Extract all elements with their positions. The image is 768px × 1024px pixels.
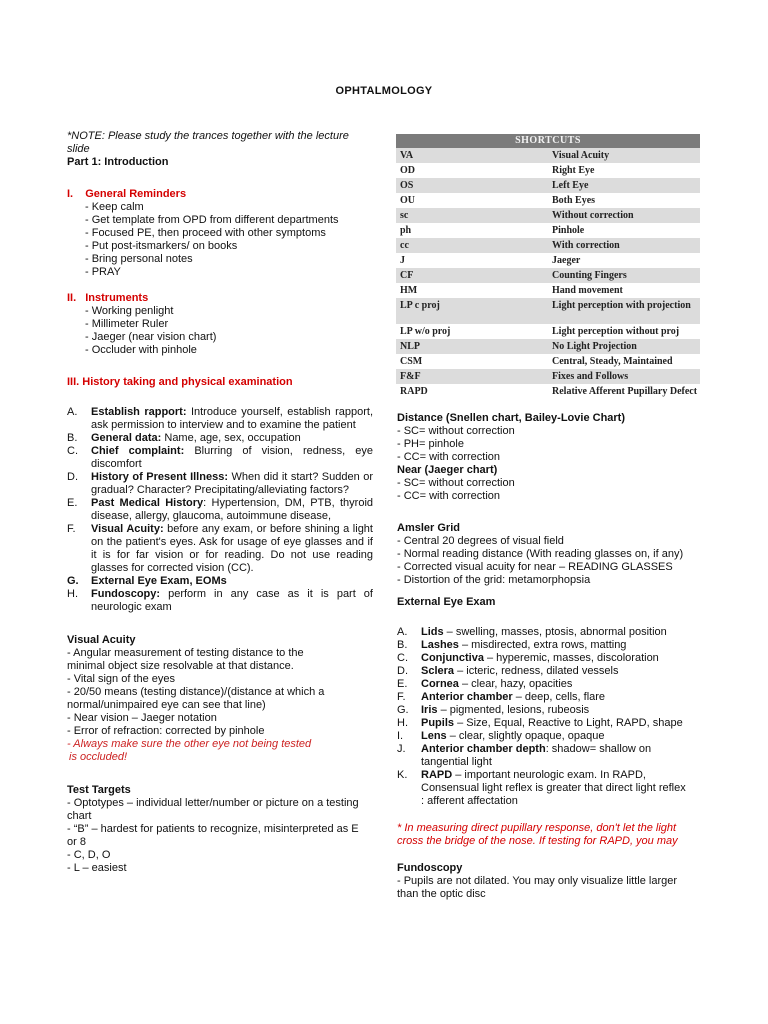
section-1-number: I.	[67, 188, 74, 200]
meaning-cell: Counting Fingers	[552, 270, 627, 281]
table-row	[396, 178, 700, 193]
item-letter: D.	[67, 471, 78, 483]
list-item: - Optotypes – individual letter/number or picture on a testing	[67, 797, 359, 809]
abbreviation-cell: OD	[400, 165, 415, 176]
table-row	[396, 324, 700, 339]
item-text: – clear, slightly opaque, opaque	[446, 730, 605, 742]
item-letter: D.	[397, 665, 408, 677]
list-item: - PH= pinhole	[397, 438, 464, 450]
list-item: - PRAY	[85, 266, 121, 278]
abbreviation-cell: CSM	[400, 356, 423, 367]
list-item	[67, 432, 373, 445]
table-row	[396, 339, 700, 354]
table-row	[396, 163, 700, 178]
item-text: – pigmented, lesions, rubeosis	[437, 704, 590, 716]
item-text: – Size, Equal, Reactive to Light, RAPD, shape	[454, 717, 683, 729]
list-item: - L – easiest	[67, 862, 127, 874]
meaning-cell: Relative Afferent Pupillary Defect	[552, 386, 698, 397]
item-text: before any exam, or before shining a light on the patient's eyes. Ask for usage of eye glasses and if it is for far vision or for reading. Do not use reading glasses for corrected vision (CC).	[91, 523, 373, 574]
list-item: - CC= with correction	[397, 490, 501, 502]
list-item: - Distortion of the grid: metamorphopsia	[397, 574, 591, 586]
list-item: - Occluder with pinhole	[85, 344, 197, 356]
list-item	[397, 743, 687, 769]
abbreviation-cell: OS	[400, 180, 414, 191]
item-term: Lashes	[421, 639, 459, 651]
list-item: - CC= with correction	[397, 451, 501, 463]
item-term: Establish rapport:	[91, 406, 187, 418]
table-row	[396, 354, 700, 369]
item-text: perform in any case as it is part of neurologic exam	[91, 588, 373, 613]
item-term: Pupils	[421, 717, 455, 729]
list-item	[67, 497, 373, 523]
abbreviation-cell: sc	[400, 210, 409, 221]
list-item: - Put post-itsmarkers/ on books	[85, 240, 238, 252]
abbreviation-cell: LP w/o proj	[400, 326, 451, 337]
item-term: Past Medical History	[91, 497, 204, 509]
item-term: RAPD	[421, 769, 453, 781]
item-letter: A.	[67, 406, 78, 418]
meaning-cell: Jaeger	[552, 255, 581, 266]
test-targets-list	[67, 797, 373, 875]
meaning-cell: No Light Projection	[552, 341, 637, 352]
shortcuts-rows	[396, 148, 700, 410]
table-row	[396, 223, 700, 238]
item-letter: E.	[397, 678, 408, 690]
page-title: OPHTALMOLOGY	[335, 85, 433, 97]
list-item	[397, 665, 687, 678]
item-term: Anterior chamber depth	[421, 743, 546, 755]
list-item	[397, 704, 687, 717]
item-letter: C.	[67, 445, 78, 457]
list-item: minimal object size resolvable at that distance.	[67, 660, 294, 672]
meaning-cell: Hand movement	[552, 285, 623, 296]
pupillary-warning-cont: cross the bridge of the nose. If testing for RAPD, you may	[397, 835, 678, 847]
item-text: Name, age, sex, occupation	[161, 432, 301, 444]
table-row	[396, 384, 700, 410]
item-text: – misdirected, extra rows, matting	[458, 639, 627, 651]
abbreviation-cell: NLP	[400, 341, 420, 352]
item-letter: K.	[397, 769, 408, 781]
test-targets-heading: Test Targets	[67, 784, 131, 796]
item-letter: B.	[397, 639, 408, 651]
item-letter: E.	[67, 497, 78, 509]
item-text: : Hypertension, DM, PTB, thyroid disease, allergy, glaucoma, autoimmune disease,	[91, 497, 374, 522]
list-item: - Vital sign of the eyes	[67, 673, 176, 685]
list-item	[397, 639, 687, 652]
item-term: Visual Acuity:	[91, 523, 164, 535]
list-item	[67, 406, 373, 432]
section-2-number: II.	[67, 292, 77, 304]
item-text: – important neurologic exam. In RAPD, Consensual light reflex is greater that direct light reflex : afferent affectation	[421, 769, 686, 807]
item-text: When did it start? Sudden or gradual? Character? Precipitating/alleviating factors?	[91, 471, 373, 496]
abbreviation-cell: HM	[400, 285, 418, 296]
item-letter: F.	[67, 523, 76, 535]
item-letter: I.	[397, 730, 404, 742]
abbreviation-cell: VA	[400, 150, 414, 161]
list-item	[397, 678, 687, 691]
meaning-cell: With correction	[552, 240, 620, 251]
list-item: - 20/50 means (testing distance)/(distance at which a	[67, 686, 325, 698]
abbreviation-cell: F&F	[400, 371, 421, 382]
amsler-heading: Amsler Grid	[397, 522, 460, 534]
shortcuts-header: SHORTCUTS	[396, 134, 700, 148]
external-eye-list	[397, 626, 687, 808]
meaning-cell: Left Eye	[552, 180, 589, 191]
abbreviation-cell: LP c proj	[400, 300, 440, 311]
left-column	[67, 130, 373, 875]
list-item: - Near vision – Jaeger notation	[67, 712, 217, 724]
item-letter: H.	[67, 588, 78, 600]
occlude-warning: - Always make sure the other eye not being tested	[67, 738, 312, 750]
list-item: - Bring personal notes	[85, 253, 193, 265]
table-row	[396, 148, 700, 163]
item-text: Introduce yourself, establish rapport, ask permission to interview and to examine the patient	[91, 406, 374, 431]
list-item	[397, 730, 687, 743]
table-row	[396, 238, 700, 253]
item-letter: C.	[397, 652, 408, 664]
meaning-cell: Light perception without proj	[552, 326, 680, 337]
list-item: - Get template from OPD from different departments	[85, 214, 339, 226]
list-item: - Normal reading distance (With reading glasses on, if any)	[397, 548, 684, 560]
item-term: External Eye Exam, EOMs	[91, 575, 227, 587]
abbreviation-cell: CF	[400, 270, 414, 281]
list-item: - Millimeter Ruler	[85, 318, 169, 330]
list-item: - Working penlight	[85, 305, 174, 317]
table-row	[396, 268, 700, 283]
list-item	[397, 626, 687, 639]
list-item	[67, 523, 373, 575]
item-term: Cornea	[421, 678, 459, 690]
section-2-heading	[67, 292, 373, 305]
meaning-cell: Fixes and Follows	[552, 371, 629, 382]
section-1-heading	[67, 188, 373, 201]
table-row	[396, 208, 700, 223]
study-note: *NOTE: Please study the trances together with the lecture slide	[67, 130, 349, 155]
list-item	[67, 471, 373, 497]
table-row	[396, 369, 700, 384]
visual-acuity-heading: Visual Acuity	[67, 634, 136, 646]
list-item	[67, 445, 373, 471]
item-text: – hyperemic, masses, discoloration	[483, 652, 659, 664]
item-letter: A.	[397, 626, 408, 638]
reminders-list	[67, 201, 373, 279]
item-term: Fundoscopy:	[91, 588, 161, 600]
shortcuts-table	[396, 134, 700, 410]
section-3-heading: III. History taking and physical examination	[67, 376, 293, 388]
item-text: – deep, cells, flare	[512, 691, 606, 703]
history-list	[67, 406, 373, 614]
fundoscopy-heading: Fundoscopy	[397, 862, 463, 874]
meaning-cell: Right Eye	[552, 165, 595, 176]
occlude-warning-cont: is occluded!	[69, 751, 128, 763]
item-letter: B.	[67, 432, 78, 444]
list-item	[397, 691, 687, 704]
item-letter: J.	[397, 743, 406, 755]
list-item: or 8	[67, 836, 86, 848]
list-item: - “B” – hardest for patients to recognize, misinterpreted as E	[67, 823, 359, 835]
list-item	[67, 588, 373, 614]
item-letter: H.	[397, 717, 408, 729]
item-term: Lids	[421, 626, 444, 638]
table-row	[396, 253, 700, 268]
list-item: - Angular measurement of testing distance to the	[67, 647, 304, 659]
item-text: : shadow= shallow on tangential light	[421, 743, 652, 768]
item-letter: F.	[397, 691, 406, 703]
item-term: Anterior chamber	[421, 691, 513, 703]
visual-acuity-notes	[67, 647, 373, 764]
list-item: than the optic disc	[397, 888, 486, 900]
list-item	[397, 717, 687, 730]
item-text: – clear, hazy, opacities	[458, 678, 573, 690]
meaning-cell: Light perception with projection	[552, 300, 691, 311]
item-term: History of Present Illness:	[91, 471, 228, 483]
external-eye-heading: External Eye Exam	[397, 596, 496, 608]
abbreviation-cell: J	[400, 255, 405, 266]
distance-heading: Distance (Snellen chart, Bailey-Lovie Chart)	[397, 412, 626, 424]
item-term: General data:	[91, 432, 162, 444]
table-row	[396, 193, 700, 208]
instruments-list	[67, 305, 373, 357]
list-item: chart	[67, 810, 92, 822]
list-item	[67, 575, 373, 588]
list-item: - C, D, O	[67, 849, 111, 861]
meaning-cell: Visual Acuity	[552, 150, 610, 161]
list-item	[397, 769, 687, 808]
near-heading: Near (Jaeger chart)	[397, 464, 498, 476]
table-row	[396, 298, 700, 324]
abbreviation-cell: RAPD	[400, 386, 428, 397]
list-item: - Error of refraction: corrected by pinhole	[67, 725, 265, 737]
section-1-title: General Reminders	[85, 188, 187, 200]
section-2-title: Instruments	[85, 292, 149, 304]
item-term: Iris	[421, 704, 438, 716]
list-item: - Pupils are not dilated. You may only visualize little larger	[397, 875, 678, 887]
item-term: Conjunctiva	[421, 652, 484, 664]
right-column	[397, 412, 707, 901]
item-term: Lens	[421, 730, 447, 742]
table-row	[396, 283, 700, 298]
list-item: - SC= without correction	[397, 477, 515, 489]
list-item: - Jaeger (near vision chart)	[85, 331, 217, 343]
list-item: normal/unimpaired eye can see that line)	[67, 699, 266, 711]
item-term: Sclera	[421, 665, 455, 677]
list-item: - SC= without correction	[397, 425, 515, 437]
abbreviation-cell: OU	[400, 195, 415, 206]
meaning-cell: Both Eyes	[552, 195, 596, 206]
abbreviation-cell: ph	[400, 225, 412, 236]
list-item: - Keep calm	[85, 201, 144, 213]
item-text: Blurring of vision, redness, eye discomfort	[91, 445, 373, 470]
item-text: – icteric, redness, dilated vessels	[454, 665, 619, 677]
item-text: – swelling, masses, ptosis, abnormal position	[443, 626, 667, 638]
list-item	[397, 652, 687, 665]
abbreviation-cell: cc	[400, 240, 409, 251]
list-item: - Central 20 degrees of visual field	[397, 535, 564, 547]
item-term: Chief complaint:	[91, 445, 185, 457]
meaning-cell: Without correction	[552, 210, 634, 221]
pupillary-warning: * In measuring direct pupillary response, don't let the light	[397, 822, 677, 834]
meaning-cell: Central, Steady, Maintained	[552, 356, 673, 367]
list-item: - Corrected visual acuity for near – READING GLASSES	[397, 561, 673, 573]
meaning-cell: Pinhole	[552, 225, 585, 236]
item-letter: G.	[67, 575, 79, 587]
list-item: - Focused PE, then proceed with other symptoms	[85, 227, 326, 239]
part-1-heading: Part 1: Introduction	[67, 156, 169, 168]
item-letter: G.	[397, 704, 409, 716]
